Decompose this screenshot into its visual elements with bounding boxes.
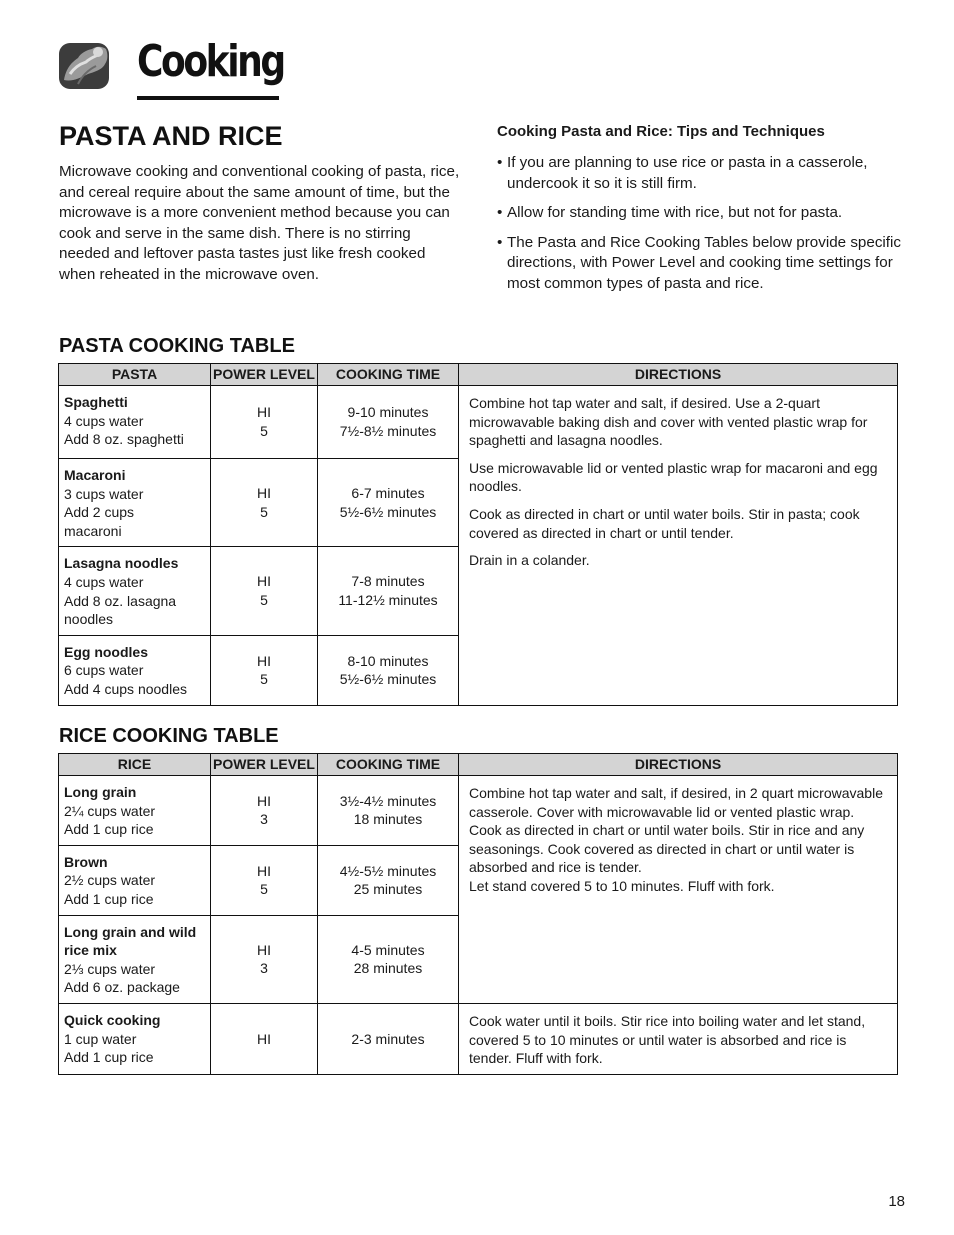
column-header: PASTA (59, 364, 211, 386)
item-name: Brown (64, 853, 108, 870)
table-header-row (59, 754, 898, 776)
power-cell (211, 635, 318, 705)
column-header: DIRECTIONS (459, 754, 898, 776)
column-header: POWER LEVEL (211, 754, 318, 776)
time-value: 8-10 minutes (347, 652, 429, 669)
power-value: HI (257, 941, 271, 958)
table-row (59, 1003, 898, 1074)
time-cell (318, 635, 459, 705)
power-value: HI (257, 573, 271, 590)
item-line: Add 8 oz. spaghetti (64, 431, 184, 448)
item-line: 2¼ cups water (64, 802, 156, 819)
item-cell (59, 547, 211, 635)
power-cell (211, 547, 318, 635)
item-line: Add 4 cups noodles (64, 680, 187, 697)
time-cell (318, 459, 459, 547)
directions-cell (459, 386, 898, 706)
item-cell (59, 845, 211, 915)
item-line: 2½ cups water (64, 872, 156, 889)
item-name: Quick cooking (64, 1011, 161, 1028)
power-cell (211, 915, 318, 1003)
intro-paragraph: Microwave cooking and conventional cooking of pasta, rice, and cereal require about the same amount of time, but the microwave is a more convenient method because you can cook and serve in the same dish. There is no stirring needed and leftover pasta tastes just like fresh cooked when reheated in the microwave oven. (59, 163, 460, 283)
item-line: 4 cups water (64, 412, 144, 429)
time-value: 4-5 minutes (351, 941, 425, 958)
time-cell (318, 547, 459, 635)
power-cell (211, 386, 318, 459)
direction-text: Cook water until it boils. Stir rice into boiling water and let stand, covered 5 to 10 minutes or until water is absorbed and rice is tender. Fluff with fork. (469, 1012, 866, 1067)
item-name: Long grain and wild rice mix (64, 923, 197, 959)
time-value: 7½-8½ minutes (339, 423, 437, 439)
power-cell (211, 1003, 318, 1074)
time-value: 28 minutes (353, 960, 423, 977)
item-name: Egg noodles (64, 643, 148, 660)
power-value: HI (257, 792, 271, 809)
time-cell (318, 386, 459, 459)
item-cell (59, 1003, 211, 1074)
time-value: 4½-5½ minutes (339, 862, 437, 879)
time-value: 6-7 minutes (351, 485, 425, 502)
power-value: 5 (260, 881, 268, 898)
power-cell (211, 459, 318, 547)
tips-block (497, 122, 902, 304)
time-cell (318, 915, 459, 1003)
column-header: COOKING TIME (318, 754, 459, 776)
power-value: 3 (260, 960, 268, 977)
power-value: 5 (260, 423, 268, 439)
item-line: Add 1 cup rice (64, 821, 154, 838)
directions-cell (459, 1003, 898, 1074)
page-heading: PASTA AND RICE (59, 121, 283, 151)
power-value: 5 (260, 503, 268, 520)
item-name: Lasagna noodles (64, 555, 179, 572)
item-line: 6 cups water (64, 662, 144, 679)
power-value: 5 (260, 592, 268, 609)
title-underline (137, 96, 279, 100)
item-line: 2⅓ cups water (64, 960, 156, 977)
time-value: 5½-6½ minutes (339, 671, 437, 688)
direction-text: Drain in a colander. (469, 552, 590, 569)
direction-text: Combine hot tap water and salt, if desired, in 2 quart microwavable casserole. Cover with microwavable lid or vented plastic wrap. Cook as directed in chart or until water boils. Stir in rice and any seasonings. Cook covered as directed in chart or until water is absorbed and rice is tender. (469, 785, 883, 876)
time-value: 9-10 minutes (347, 404, 429, 421)
power-value: HI (257, 652, 271, 669)
cooking-section-icon (58, 40, 112, 92)
column-header: DIRECTIONS (459, 364, 898, 386)
column-header: RICE (59, 754, 211, 776)
direction-text: Use microwavable lid or vented plastic wrap for macaroni and egg noodles. (469, 459, 878, 495)
page-number: 18 (888, 1193, 905, 1210)
item-line: 4 cups water (64, 573, 144, 590)
time-value: 5½-6½ minutes (339, 503, 437, 520)
item-cell (59, 635, 211, 705)
power-value: HI (257, 862, 271, 879)
tip-item: • Allow for standing time with rice, but not for pasta. (497, 203, 902, 224)
power-cell (211, 776, 318, 846)
power-cell (211, 845, 318, 915)
item-cell (59, 776, 211, 846)
time-cell (318, 776, 459, 846)
table-header-row (59, 364, 898, 386)
item-cell (59, 459, 211, 547)
tip-item: • If you are planning to use rice or pasta in a casserole, undercook it so it is still firm. (497, 153, 902, 194)
power-value: HI (257, 404, 271, 421)
item-cell (59, 386, 211, 459)
table-row (59, 776, 898, 846)
item-name: Long grain (64, 784, 137, 800)
item-line: 1 cup water (64, 1030, 137, 1047)
item-line: macaroni (64, 522, 122, 539)
item-line: Add 2 cups (64, 504, 135, 521)
pasta-table-title: PASTA COOKING TABLE (59, 335, 295, 357)
rice-cooking-table (58, 753, 898, 1075)
direction-text: Let stand covered 5 to 10 minutes. Fluff with fork. (469, 877, 775, 894)
tip-item: • The Pasta and Rice Cooking Tables below provide specific directions, with Power Level and cooking time settings for most common types of pasta and rice. (497, 233, 902, 295)
time-value: 18 minutes (353, 811, 423, 828)
item-line: noodles (64, 611, 114, 628)
power-value: HI (257, 485, 271, 502)
direction-text: Combine hot tap water and salt, if desired. Use a 2-quart microwavable baking dish and cover with vented plastic wrap for spaghetti and lasagna noodles. (469, 395, 868, 449)
directions-cell (459, 776, 898, 1004)
column-header: COOKING TIME (318, 364, 459, 386)
item-cell (59, 915, 211, 1003)
direction-text: Cook as directed in chart or until water boils. Stir in pasta; cook covered as directed in chart or until tender. (469, 505, 860, 541)
tips-heading: Cooking Pasta and Rice: Tips and Techniques (497, 123, 825, 140)
time-value: 2-3 minutes (351, 1030, 425, 1047)
power-value: HI (257, 1030, 271, 1047)
rice-table-title: RICE COOKING TABLE (59, 725, 279, 747)
time-value: 7-8 minutes (351, 573, 425, 590)
time-value: 3½-4½ minutes (339, 792, 437, 809)
tips-list (497, 153, 902, 295)
time-cell (318, 845, 459, 915)
power-value: 3 (260, 811, 268, 828)
time-cell (318, 1003, 459, 1074)
item-line: 3 cups water (64, 485, 144, 502)
item-line: Add 6 oz. package (64, 979, 180, 996)
time-value: 25 minutes (353, 881, 423, 898)
item-line: Add 1 cup rice (64, 1049, 154, 1066)
power-value: 5 (260, 671, 268, 688)
item-line: Add 1 cup rice (64, 890, 154, 907)
item-name: Macaroni (64, 467, 126, 483)
pasta-cooking-table (58, 363, 898, 706)
section-title: Cooking (137, 36, 284, 87)
table-row (59, 386, 898, 459)
item-name: Spaghetti (64, 394, 128, 410)
item-line: Add 8 oz. lasagna (64, 592, 177, 609)
column-header: POWER LEVEL (211, 364, 318, 386)
time-value: 11-12½ minutes (338, 592, 438, 609)
